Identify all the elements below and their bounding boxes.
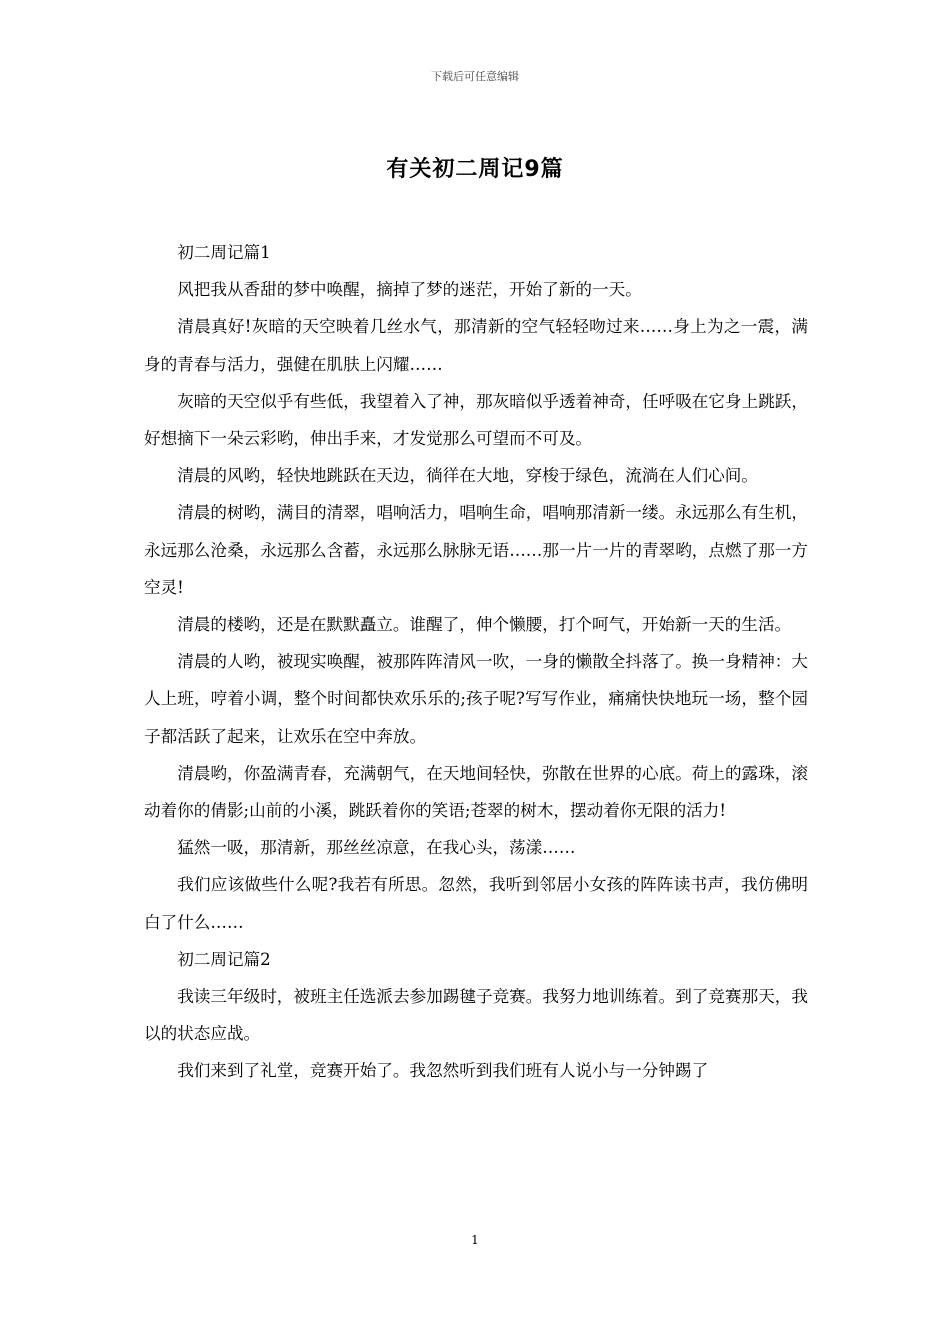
- header-note: 下载后可任意编辑: [431, 70, 519, 83]
- paragraph: 清晨的树哟，满目的清翠，唱响活力，唱响生命，唱响那清新一缕。永远那么有生机，永远那么沧桑，永远那么含蓄，永远那么脉脉无语……那一片一片的青翠哟，点燃了那一方空灵!: [144, 503, 808, 597]
- page-title: 有关初二周记9篇: [386, 157, 564, 182]
- paragraph: 清晨的风哟，轻快地跳跃在天边，徜徉在大地，穿梭于绿色，流淌在人们心间。: [177, 466, 758, 486]
- paragraph: 清晨的楼哟，还是在默默矗立。谁醒了，伸个懒腰，打个呵气，开始新一天的生活。: [177, 615, 792, 635]
- paragraph: 风把我从香甜的梦中唤醒，摘掉了梦的迷茫，开始了新的一天。: [177, 280, 642, 300]
- paragraph: 清晨的人哟，被现实唤醒，被那阵阵清风一吹，一身的懒散全抖落了。换一身精神：大人上班，哼着小调，整个时间都快欢乐乐的;孩子呢?写写作业，痛痛快快地玩一场，整个园子都活跃了起来，让欢乐在空中奔放。: [144, 652, 808, 746]
- paragraph: 我们来到了礼堂，竞赛开始了。我忽然听到我们班有人说小与一分钟踢了: [177, 1061, 709, 1081]
- page-number: 1: [471, 1233, 479, 1247]
- paragraph: 清晨哟，你盈满青春，充满朝气，在天地间轻快，弥散在世界的心底。荷上的露珠，滚动着你的倩影;山前的小溪，跳跃着你的笑语;苍翠的树木，摆动着你无限的活力!: [144, 763, 808, 821]
- paragraph: 我们应该做些什么呢?我若有所思。忽然，我听到邻居小女孩的阵阵读书声，我仿佛明白了什么……: [144, 875, 808, 932]
- section-heading-1: 初二周记篇1: [177, 243, 271, 262]
- paragraph: 清晨真好!灰暗的天空映着几丝水气，那清新的空气轻轻吻过来……身上为之一震，满身的青春与活力，强健在肌肤上闪耀……: [144, 317, 808, 374]
- paragraph: 我读三年级时，被班主任选派去参加踢毽子竞赛。我努力地训练着。到了竞赛那天，我以的状态应战。: [144, 987, 808, 1044]
- document-body: [144, 234, 808, 1090]
- paragraph: 灰暗的天空似乎有些低，我望着入了神，那灰暗似乎透着神奇，任呼吸在它身上跳跃，好想摘下一朵云彩哟，伸出手来，才发觉那么可望而不可及。: [144, 391, 808, 449]
- paragraph: 猛然一吸，那清新，那丝丝凉意，在我心头，荡漾……: [177, 838, 576, 858]
- section-heading-2: 初二周记篇2: [177, 949, 271, 969]
